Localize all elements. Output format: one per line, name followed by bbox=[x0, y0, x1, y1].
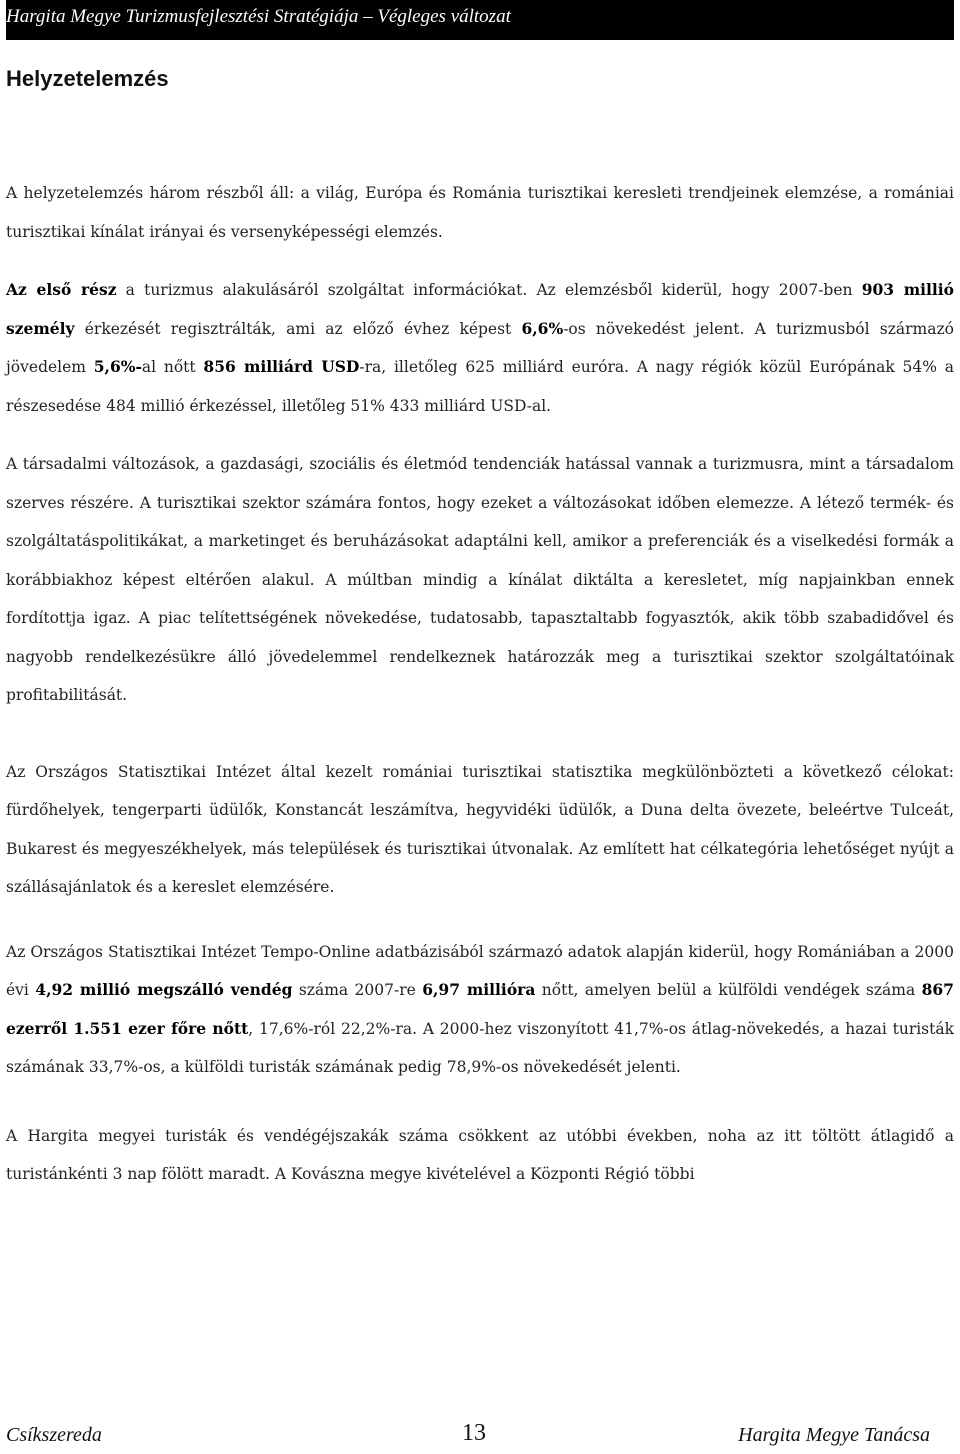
bold-text: 6,6% bbox=[521, 318, 564, 338]
text-run: Az Országos Statisztikai Intézet Tempo-Online adatbázisából származó adatok alapján kiderül, hogy Romániában a 2000 évi bbox=[6, 942, 954, 999]
bold-text: 856 milliárd USD bbox=[203, 357, 360, 376]
bold-text: 4,92 millió megszálló vendég bbox=[35, 980, 293, 999]
text-run: , 17,6%-ról 22,2%-ra. A 2000-hez viszonyított 41,7%-os átlag-növekedés, a hazai turisták számának 33,7%-os, a külföldi turisták számának pedig 78,9%-os növekedését jelenti. bbox=[6, 1019, 954, 1076]
footer-location: Csíkszereda bbox=[6, 1424, 102, 1446]
paragraph-statistics-categories: Az Országos Statisztikai Intézet által kezelt romániai turisztikai statisztika megkülönbözteti a következő célokat: fürdőhelyek, tengerparti üdülők, Konstancát leszámítva, hegyvidéki üdülők, a Duna delta övezete, beleértve Tulceát, Bukarest és megyeszékhelyek, más települések és turisztikai útvonalak. Az említett hat célkategória lehetőséget nyújt a szállásajánlatok és a kereslet elemzésére. bbox=[6, 762, 954, 896]
text-run: a turizmus alakulásáról szolgáltat információkat. Az elemzésből kiderül, hogy 2007-ben bbox=[116, 281, 862, 299]
paragraph-social-changes: A társadalmi változások, a gazdasági, szociális és életmód tendenciák hatással vannak a turizmusra, mint a társadalom szerves részére. A turisztikai szektor számára fontos, hogy ezeket a változásokat időben elemezze. A létező termék- és szolgáltatáspolitikákat, a marketinget és beruházásokat adaptálni kell, amikor a preferenciák és a viselkedési formák a korábbiakhoz képest eltérően alakul. A múltban mindig a kínálat diktálta a keresletet, míg napjainkban ennek fordítottja igaz. A piac telítettségének növekedése, tudatosabb, tapasztaltabb fogyasztók, akik több szabadidővel és nagyobb rendelkezésükre álló jövedelemmel rendelkeznek határozzák meg a turisztikai szektor szolgáltatóinak profitabilitását. bbox=[6, 455, 954, 704]
text-run: nőtt, amelyen belül a külföldi vendégek száma bbox=[535, 981, 922, 999]
document-body bbox=[6, 174, 954, 1194]
footer-publisher: Hargita Megye Tanácsa bbox=[738, 1424, 930, 1446]
text-run: -ra, illetőleg 625 milliárd euróra. A nagy régiók közül Európának 54% a részesedése 484 millió érkezéssel, illetőleg 51% 433 milliárd USD-al. bbox=[6, 358, 954, 415]
bold-text: 6,97 millióra bbox=[422, 980, 536, 999]
text-run: száma 2007-re bbox=[292, 981, 423, 999]
text-run: érkezését regisztrálták, ami az előző évhez képest bbox=[74, 319, 522, 338]
bold-text: 903 millió személy bbox=[6, 280, 954, 338]
bold-text: 5,6%- bbox=[93, 357, 142, 376]
section-heading: Helyzetelemzés bbox=[6, 66, 169, 91]
text-run: -os növekedést jelent. A turizmusból származó jövedelem bbox=[6, 319, 954, 376]
header-title: Hargita Megye Turizmusfejlesztési Stratégiája – Végleges változat bbox=[6, 6, 511, 27]
text-run: al nőtt bbox=[141, 358, 204, 376]
page-number: 13 bbox=[462, 1420, 486, 1446]
paragraph-hargita-tourists: A Hargita megyei turisták és vendégéjszakák száma csökkent az utóbbi években, noha az itt töltött átlagidő a turistánkénti 3 nap fölött maradt. A Kovászna megye kivételével a Központi Régió többi bbox=[6, 1126, 954, 1183]
bold-text: 867 ezerről 1.551 ezer főre nőtt bbox=[6, 980, 954, 1038]
paragraph-intro: A helyzetelemzés három részből áll: a világ, Európa és Románia turisztikai keresleti trendjeinek elemzése, a romániai turisztikai kínálat irányai és versenyképességi elemzés. bbox=[6, 184, 954, 241]
paragraph-world-tourism bbox=[6, 271, 954, 425]
bold-text: Az első rész bbox=[6, 280, 117, 299]
paragraph-romania-guests bbox=[6, 933, 954, 1087]
page-header-bar bbox=[6, 0, 954, 40]
